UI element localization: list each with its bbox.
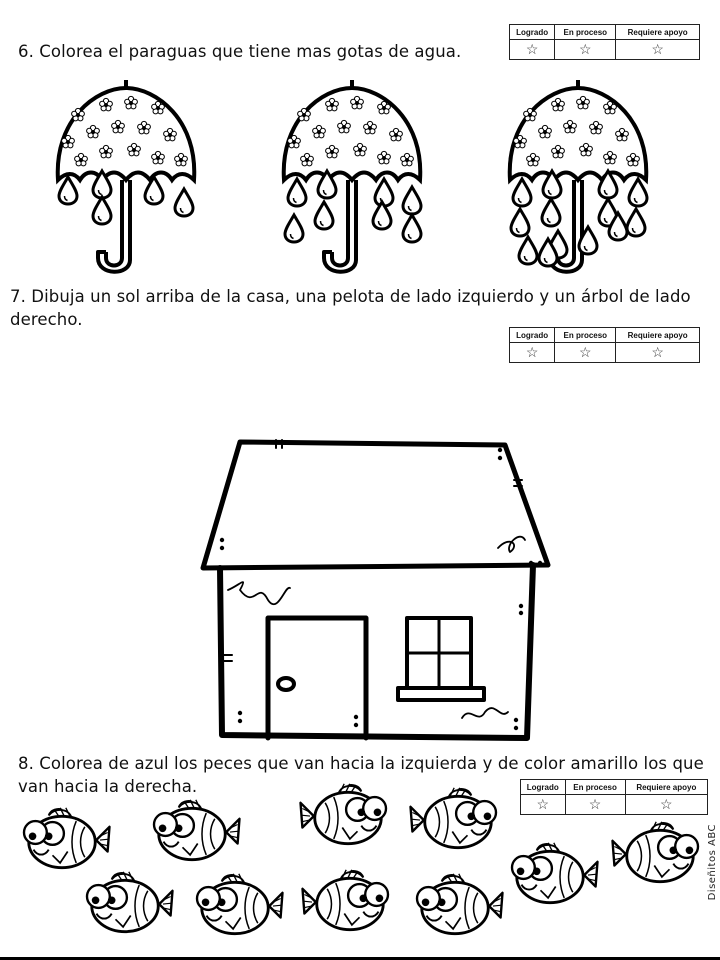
- rubric-header-needs-support: Requiere apoyo: [616, 328, 700, 343]
- star-icon: ☆: [579, 40, 592, 57]
- star-icon: ☆: [536, 795, 550, 812]
- fish-5-left[interactable]: [87, 872, 173, 932]
- fish-9-left[interactable]: [512, 843, 598, 903]
- fish-3-right[interactable]: [301, 784, 387, 844]
- fish-4-right[interactable]: [411, 788, 497, 848]
- rubric-header-in-progress: En proceso: [555, 328, 616, 343]
- rubric-header-in-progress: En proceso: [565, 780, 625, 795]
- star-icon: ☆: [660, 795, 673, 812]
- fish-6-left[interactable]: [197, 874, 283, 934]
- rubric-header-needs-support: Requiere apoyo: [625, 780, 707, 795]
- star-icon: ☆: [651, 40, 664, 57]
- rubric-header-achieved: Logrado: [510, 328, 555, 343]
- star-icon: ☆: [651, 343, 664, 360]
- star-icon: ☆: [579, 343, 592, 360]
- fish-2-left[interactable]: [154, 800, 240, 860]
- rubric-header-achieved: Logrado: [521, 780, 566, 795]
- fish-8-left[interactable]: [417, 874, 503, 934]
- fish-10-right[interactable]: [613, 822, 699, 882]
- fish-1-left[interactable]: [24, 808, 110, 868]
- credit-label: Diseñitos ABC: [707, 823, 718, 900]
- star-icon: ☆: [588, 795, 602, 812]
- question-7: 7. Dibuja un sol arriba de la casa, una pelota de lado izquierdo y un árbol de lado derecho.: [10, 287, 691, 329]
- rubric-header-in-progress: En proceso: [555, 25, 616, 40]
- fish-7-right[interactable]: [303, 870, 389, 930]
- question-8: 8. Colorea de azul los peces que van hacia la izquierda y de color amarillo los que van hacia la derecha.: [18, 754, 704, 796]
- rubric-header-achieved: Logrado: [510, 25, 555, 40]
- question-6: 6. Colorea el paraguas que tiene mas gotas de agua.: [18, 42, 462, 61]
- star-icon: ☆: [525, 343, 539, 360]
- rubric-header-needs-support: Requiere apoyo: [616, 25, 700, 40]
- star-icon: ☆: [525, 40, 539, 57]
